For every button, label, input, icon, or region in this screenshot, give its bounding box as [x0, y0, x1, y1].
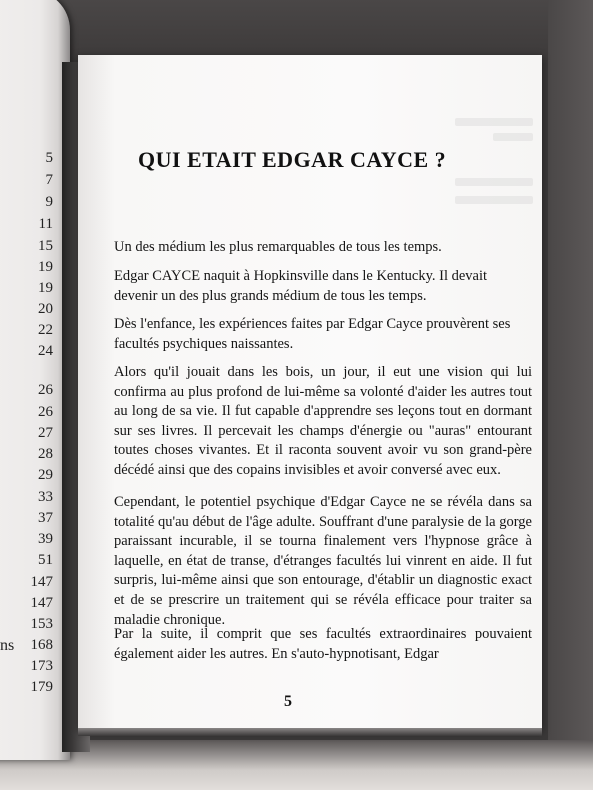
toc-page-number: 26: [38, 404, 53, 420]
toc-page-number: 39: [38, 531, 53, 547]
show-through-text: [455, 178, 533, 186]
page-number: 5: [284, 693, 292, 710]
paragraph-1: Un des médium les plus remarquables de tous les temps.: [114, 239, 442, 255]
toc-page-number: 24: [38, 343, 53, 359]
paragraph-2: Edgar CAYCE naquit à Hopkinsville dans le Kentucky. Il devait devenir un des plus grands médium de tous les temps.: [114, 268, 488, 304]
toc-page-number: 27: [38, 425, 53, 441]
toc-page-number: 11: [38, 216, 53, 232]
toc-text-fragment: ns: [0, 637, 15, 654]
toc-page-number: 22: [38, 322, 53, 338]
toc-page-number: 28: [38, 446, 53, 462]
toc-page-number: 19: [38, 280, 53, 296]
toc-page-number: 179: [30, 679, 53, 695]
toc-page-number: 33: [38, 489, 53, 505]
toc-page-number: 26: [38, 382, 53, 398]
page-edge: [78, 728, 542, 736]
show-through-text: [455, 118, 533, 126]
toc-page-number: 51: [38, 552, 53, 568]
paragraph-3: Dès l'enfance, les expériences faites par Edgar Cayce prouvèrent ses facultés psychiques naissantes.: [114, 316, 511, 352]
toc-page-number: 7: [45, 172, 53, 188]
chapter-title: QUI ETAIT EDGAR CAYCE ?: [138, 147, 447, 172]
background: [0, 0, 593, 60]
toc-page-number: 29: [38, 467, 53, 483]
toc-page-number: 173: [30, 658, 53, 674]
show-through-text: [493, 133, 533, 141]
show-through-text: [455, 196, 533, 204]
background-right: [548, 0, 593, 790]
toc-page-number: 147: [30, 574, 53, 590]
toc-page-number: 153: [30, 616, 53, 632]
toc-page-number: 9: [45, 194, 53, 210]
toc-page-number: 5: [45, 150, 53, 166]
toc-page-number: 15: [38, 238, 53, 254]
toc-page-number: 20: [38, 301, 53, 317]
toc-page-number: 147: [30, 595, 53, 611]
paragraph-6: Par la suite, il comprit que ses facultés extraordinaires pouvaient également aider les autres. En s'auto-hypnotisant, Edgar: [114, 626, 532, 662]
toc-page-number: 19: [38, 259, 53, 275]
toc-page-number: 37: [38, 510, 53, 526]
paragraph-5: Cependant, le potentiel psychique d'Edgar Cayce ne se révéla dans sa totalité qu'au début de l'âge adulte. Souffrant d'une paralysie de la gorge paraissant incurable, il se tourna finalement vers l'hypnose grâce à laquelle, en état de transe, d'étranges facultés lui vinrent en aide. Il fut surpris, lui-même ainsi que son entourage, d'établir un diagnostic exact et de se prescrire un traitement qui se révéla efficace pour traiter sa maladie chronique.: [114, 494, 532, 628]
paragraph-4: Alors qu'il jouait dans les bois, un jour, il eut une vision qui lui confirma au plus profond de lui-même sa volonté d'aider les autres tout au long de sa vie. Il fut capable d'apprendre ses leçons tout en dormant sur ses livres. Il percevait les champs d'énergie ou "auras" entourant toutes choses vivantes. Et il raconta souvent avoir vu son grand-père décédé ainsi que des copains invisibles et avoir conversé avec eux.: [114, 364, 532, 478]
toc-page-number: 168: [30, 637, 53, 653]
